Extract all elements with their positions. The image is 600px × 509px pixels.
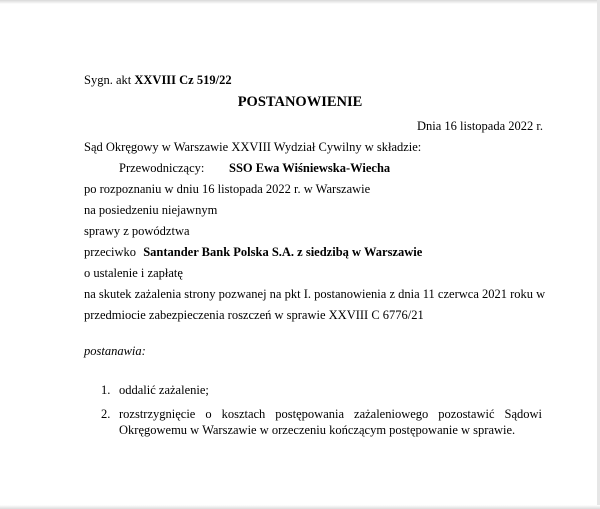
subject-line: o ustalenie i zapłatę [84,266,183,280]
ruling-1-number: 1. [101,383,111,397]
appeal-line-1: na skutek zażalenia strony pozwanej na pkt I. postanowienia z dnia 11 czerwca 2021 roku w [84,287,546,301]
decision-date: Dnia 16 listopada 2022 r. [416,119,543,133]
ruling-2-text-line-1: rozstrzygnięcie o kosztach postępowania zażaleniowego pozostawić Sądowi [119,407,542,421]
examined-line: po rozpoznaniu w dniu 16 listopada 2022 r. w Warszawie [84,182,371,196]
court-composition: Sąd Okręgowy w Warszawie XXVIII Wydział Cywilny w składzie: [84,140,422,154]
document-title: POSTANOWIENIE [237,94,363,110]
case-reference-label: Sygn. akt [84,73,132,87]
presiding-label: Przewodniczący: [119,161,205,175]
page-edge-bottom [0,505,600,509]
defendant-line [84,244,422,260]
against-label: przeciwko [84,245,137,259]
appeal-line-2: przedmiocie zabezpieczenia roszczeń w sprawie XXVIII C 6776/21 [84,308,424,322]
plaintiff-line: sprawy z powództwa [84,224,190,238]
ruling-2-text-line-2: Okręgowemu w Warszawie w orzeczeniu kończącym postępowanie w sprawie. [119,423,516,437]
case-reference-number: XXVIII Cz 519/22 [134,73,232,87]
case-reference [84,72,232,88]
presiding-judge: SSO Ewa Wiśniewska-Wiecha [229,161,391,175]
page-edge-top [0,0,600,4]
decides-label: postanawia: [84,344,146,358]
session-line: na posiedzeniu niejawnym [84,203,218,217]
defendant-name: Santander Bank Polska S.A. z siedzibą w Warszawie [143,245,423,259]
ruling-2-number: 2. [101,407,111,421]
ruling-1-text: oddalić zażalenie; [119,383,209,397]
